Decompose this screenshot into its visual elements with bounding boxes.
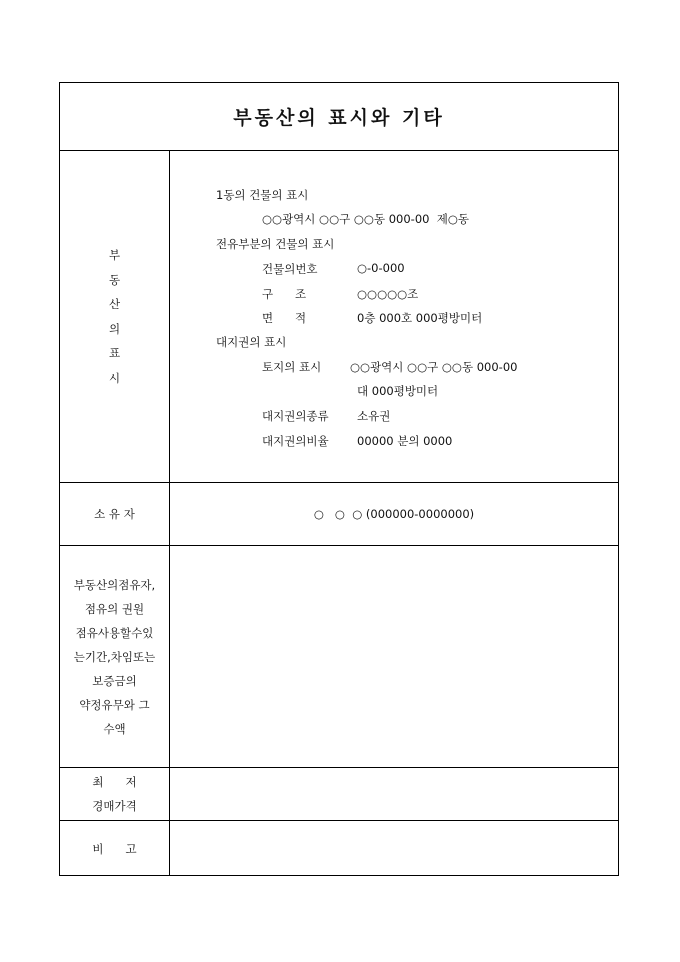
exclusive-value: 0층 000호 000평방미터 [357, 311, 483, 325]
land-ratio-key: 대지권의비율 [262, 434, 329, 448]
min-price-row [60, 768, 618, 821]
exclusive-value: ○○○○○조 [357, 287, 419, 301]
min-price-label [60, 768, 170, 820]
property-label-char: 산 [108, 297, 121, 311]
remarks-label: 비 고 [60, 821, 170, 876]
property-details [170, 151, 618, 482]
occupancy-label-line: 점유의 권원 [84, 601, 145, 616]
property-label-char: 의 [108, 321, 121, 336]
land-header: 대지권의 표시 [216, 335, 287, 349]
occupancy-label-line: 약정유무와 그 [79, 697, 150, 712]
title-row [60, 83, 618, 151]
occupancy-label [60, 546, 170, 767]
exclusive-key: 면 적 [262, 311, 307, 325]
property-label-char: 표 [108, 346, 121, 360]
min-price-label-line: 최 저 [92, 775, 137, 789]
occupancy-label-line: 수액 [103, 721, 126, 736]
property-label-char: 동 [108, 272, 121, 287]
building-address: ○○광역시 ○○구 ○○동 000-00 제○동 [262, 212, 470, 226]
building-header: 1동의 건물의 표시 [216, 188, 309, 202]
property-label-char: 시 [108, 370, 121, 385]
property-display-form [59, 82, 619, 876]
exclusive-key: 건물의번호 [262, 262, 318, 276]
land-ratio-value: 00000 분의 0000 [357, 434, 453, 448]
occupancy-value [170, 546, 618, 767]
property-row [60, 151, 618, 483]
occupancy-label-line: 보증금의 [92, 673, 137, 688]
land-type-key: 대지권의종류 [262, 409, 329, 423]
property-label-char: 부 [108, 248, 121, 262]
remarks-value [170, 821, 618, 876]
exclusive-key: 구 조 [262, 287, 307, 301]
exclusive-value: ○-0-000 [357, 261, 405, 275]
occupancy-row [60, 546, 618, 768]
owner-value: ○ ○ ○ (000000-0000000) [313, 507, 475, 521]
min-price-label-line: 경매가격 [92, 799, 137, 813]
min-price-value [170, 768, 618, 820]
land-display-key: 토지의 표시 [262, 360, 322, 374]
owner-row [60, 483, 618, 546]
land-area: 대 000평방미터 [357, 384, 439, 398]
form-title: 부동산의 표시와 기타 [233, 107, 445, 129]
owner-label: 소 유 자 [60, 483, 170, 545]
land-type-value: 소유권 [357, 409, 391, 423]
occupancy-label-line: 점유사용할수있 [75, 625, 154, 640]
property-label [60, 151, 170, 482]
occupancy-label-line: 는기간,차임또는 [73, 649, 156, 664]
exclusive-header: 전유부분의 건물의 표시 [216, 237, 335, 251]
occupancy-label-line: 부동산의점유자, [73, 577, 156, 592]
owner-value-cell [170, 483, 618, 545]
remarks-row [60, 821, 618, 876]
land-display-value: ○○광역시 ○○구 ○○동 000-00 [350, 360, 518, 374]
